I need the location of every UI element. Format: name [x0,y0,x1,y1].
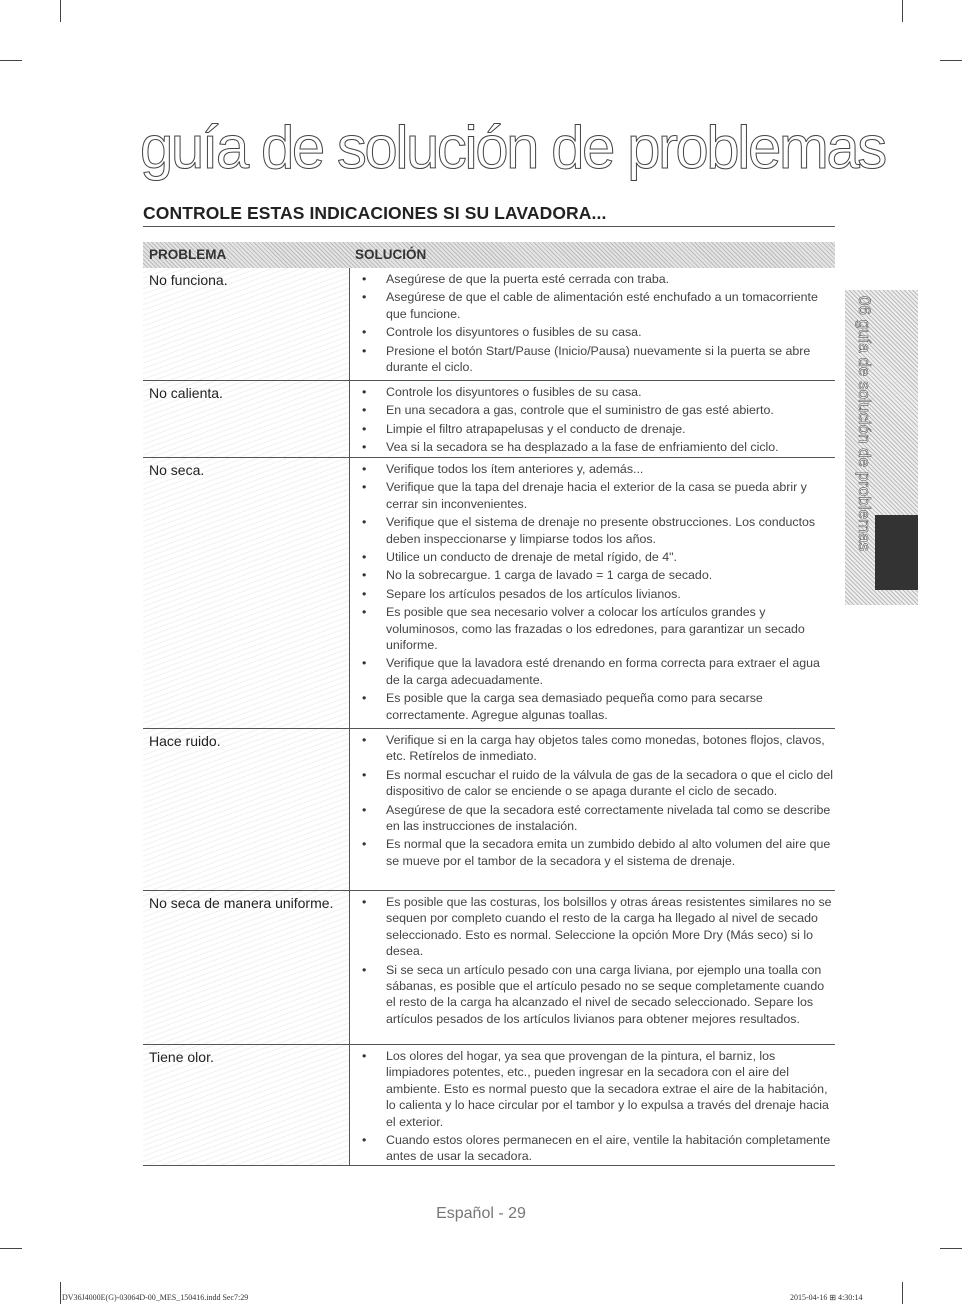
crop-mark [940,60,962,61]
solution-item: • Controle los disyuntores o fusibles de su casa. [358,384,835,400]
section-heading: CONTROLE ESTAS INDICACIONES SI SU LAVADORA... [143,203,607,223]
solution-cell [350,1045,835,1165]
header-problem: PROBLEMA [149,247,227,262]
page-title: guía de solución de problemas [140,114,885,181]
solution-cell [350,729,835,890]
heading-divider [143,226,835,227]
crop-mark [902,0,903,22]
crop-mark [0,60,22,61]
solution-item: • Es posible que sea necesario volver a colocar los artículos grandes y voluminosos, como las frazadas o los edredones, para garantizar un secado uniforme. [358,604,835,653]
solution-item: • Asegúrese de que el cable de alimentación esté enchufado a un tomacorriente que funcione. [358,289,835,322]
solution-item: • Vea si la secadora se ha desplazado a la fase de enfriamiento del ciclo. [358,439,835,455]
solution-item: • Asegúrese de que la puerta esté cerrada con traba. [358,271,835,287]
solution-item: • Es normal escuchar el ruido de la válvula de gas de la secadora o que el ciclo del dispositivo de calor se enciende o se apaga durante el ciclo de secado. [358,767,835,800]
page-number: Español - 29 [436,1205,526,1222]
table-header [143,242,835,268]
solution-item: • Presione el botón Start/Pause (Inicio/Pausa) nuevamente si la puerta se abre durante el ciclo. [358,343,835,376]
problem-cell: No seca de manera uniforme. [143,891,350,1044]
crop-mark [60,1282,61,1304]
solution-item: • No la sobrecargue. 1 carga de lavado = 1 carga de secado. [358,567,835,583]
crop-mark [940,1248,962,1249]
table-row [143,268,835,381]
problem-cell: No seca. [143,458,350,728]
solution-item: • Verifique que la lavadora esté drenando en forma correcta para extraer el agua de la carga adecuadamente. [358,655,835,688]
solution-cell [350,891,835,1044]
table-row [143,381,835,458]
problem-cell: No calienta. [143,381,350,457]
solution-item: • Cuando estos olores permanecen en el aire, ventile la habitación completamente antes de usar la secadora. [358,1132,835,1165]
side-tab-label: 06 guía de solución de problemas [855,296,874,552]
solution-item: • Verifique que el sistema de drenaje no presente obstrucciones. Los conductos deben inspeccionarse y limpiarse todos los años. [358,514,835,547]
solution-cell [350,381,835,457]
solution-item: • En una secadora a gas, controle que el suministro de gas esté abierto. [358,402,835,418]
side-tab-marker [875,515,918,590]
table-row [143,1045,835,1166]
solution-item: • Asegúrese de que la secadora esté correctamente nivelada tal como se describe en las instrucciones de instalación. [358,802,835,835]
crop-mark [60,0,61,22]
troubleshooting-table [143,242,835,1166]
solution-item: • Controle los disyuntores o fusibles de su casa. [358,324,835,340]
problem-cell: Hace ruido. [143,729,350,890]
solution-item: • Separe los artículos pesados de los artículos livianos. [358,586,835,602]
crop-mark [902,1282,903,1304]
problem-cell: Tiene olor. [143,1045,350,1165]
print-slug-file: DV36J4000E(G)-03064D-00_MES_150416.indd Sec7:29 [62,1293,249,1302]
crop-mark [0,1248,22,1249]
solution-cell [350,458,835,728]
solution-item: • Si se seca un artículo pesado con una carga liviana, por ejemplo una toalla con sábanas, es posible que el artículo pesado no se seque completamente cuando el resto de la carga ha alcanzado el nivel de secado seleccionado. Separe los artículos pesados de los artículos livianos para obtener mejores resultados. [358,962,835,1028]
table-row [143,729,835,891]
solution-cell [350,268,835,380]
header-solution: SOLUCIÓN [355,247,427,262]
solution-item: • Verifique que la tapa del drenaje hacia el exterior de la casa se pueda abrir y cerrar sin inconvenientes. [358,479,835,512]
solution-item: • Es normal que la secadora emita un zumbido debido al alto volumen del aire que se mueve por el tambor de la secadora y el sistema de drenaje. [358,836,835,869]
solution-item: • Limpie el filtro atrapapelusas y el conducto de drenaje. [358,421,835,437]
solution-item: • Utilice un conducto de drenaje de metal rígido, de 4". [358,549,835,565]
print-slug-date: 2015-04-16 ⊞ 4:30:14 [790,1293,863,1302]
solution-item: • Los olores del hogar, ya sea que provengan de la pintura, el barniz, los limpiadores potentes, etc., pueden ingresar en la secadora con el aire del ambiente. Esto es normal puesto que la secadora extrae el aire de la habitación, lo calienta y lo hace circular por el tambor y lo expulsa a través del drenaje hacia el exterior. [358,1048,835,1130]
table-row [143,458,835,729]
solution-item: • Verifique si en la carga hay objetos tales como monedas, botones flojos, clavos, etc. Retírelos de inmediato. [358,732,835,765]
problem-cell: No funciona. [143,268,350,380]
solution-item: • Es posible que la carga sea demasiado pequeña como para secarse correctamente. Agregue algunas toallas. [358,690,835,723]
chapter-side-tab [845,290,918,605]
solution-item: • Es posible que las costuras, los bolsillos y otras áreas resistentes similares no se sequen por completo cuando el resto de la carga ha llegado al nivel de secado seleccionado. Esto es normal. Seleccione la opción More Dry (Más seco) si lo desea. [358,894,835,960]
table-row [143,891,835,1045]
solution-item: • Verifique todos los ítem anteriores y, además... [358,461,835,477]
